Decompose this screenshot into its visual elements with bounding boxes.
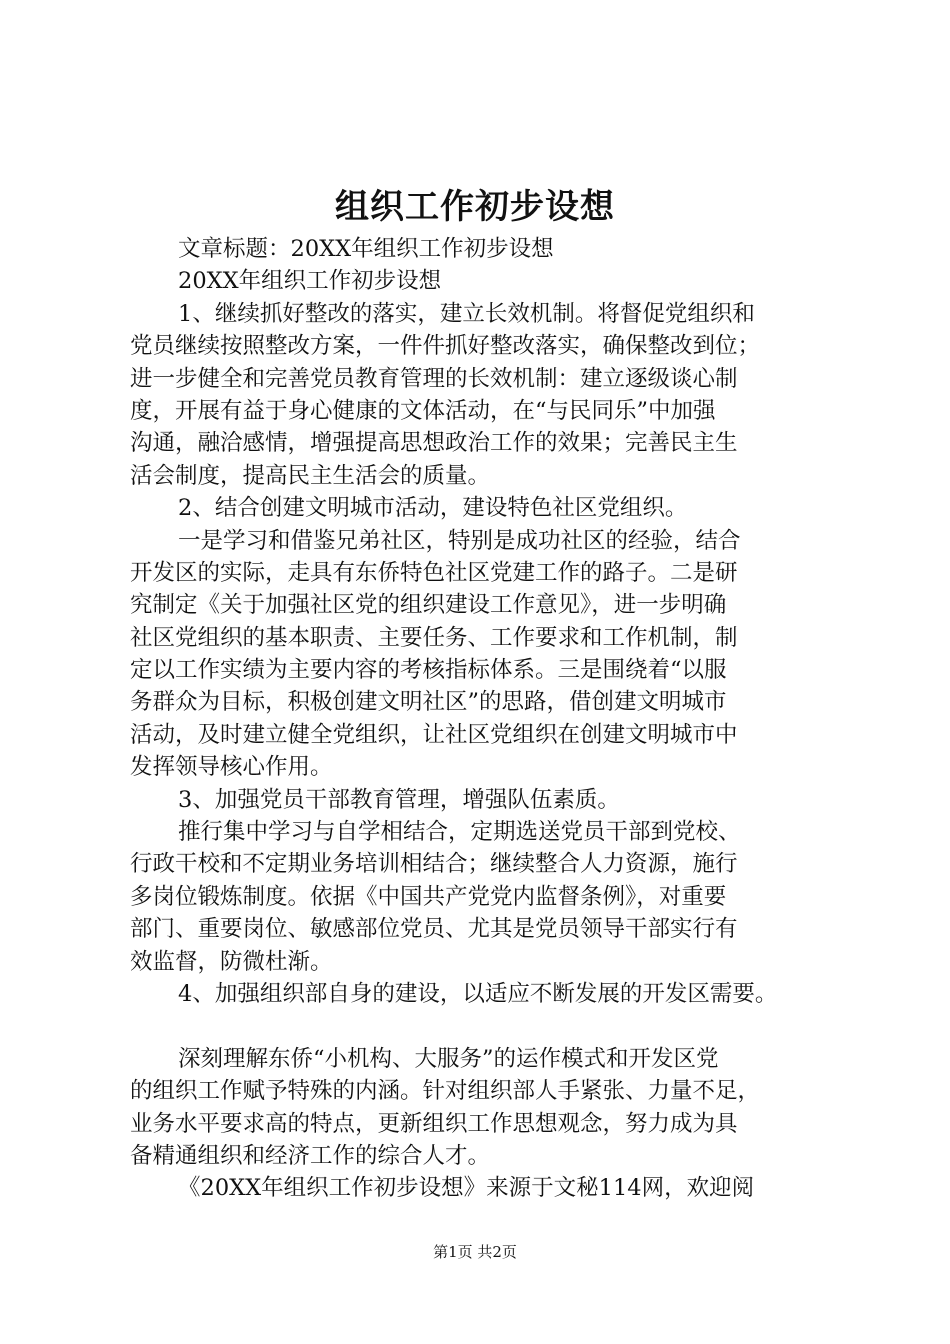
paragraph-line: 深刻理解东侨“小机构、大服务”的运作模式和开发区党 (178, 1045, 719, 1072)
document-title: 组织工作初步设想 (335, 187, 615, 227)
page-footer: 第1页 共2页 (433, 1243, 517, 1261)
paragraph-line: 度，开展有益于身心健康的文体活动，在“与民同乐”中加强 (130, 397, 716, 424)
paragraph-line: 开发区的实际，走具有东侨特色社区党建工作的路子。二是研 (130, 559, 738, 586)
paragraph-line: 业务水平要求高的特点，更新组织工作思想观念，努力成为具 (130, 1110, 738, 1137)
paragraph-line: 效监督，防微杜渐。 (130, 948, 333, 975)
paragraph-line: 沟通，融洽感情，增强提高思想政治工作的效果；完善民主生 (130, 430, 738, 457)
source-line: 《20XX年组织工作初步设想》来源于文秘114网，欢迎阅 (178, 1175, 755, 1202)
paragraph-line: 究制定《关于加强社区党的组织建设工作意见》，进一步明确 (130, 592, 727, 619)
paragraph-line: 发挥领导核心作用。 (130, 754, 333, 781)
document-body (130, 233, 846, 1205)
section-heading: 4、加强组织部自身的建设，以适应不断发展的开发区需要。 (178, 980, 778, 1007)
subtitle-line: 20XX年组织工作初步设想 (178, 268, 442, 295)
paragraph-line: 推行集中学习与自学相结合，定期选送党员干部到党校、 (178, 819, 741, 846)
paragraph-line: 1、继续抓好整改的落实，建立长效机制。将督促党组织和 (178, 300, 755, 327)
paragraph-line: 部门、重要岗位、敏感部位党员、尤其是党员领导干部实行有 (130, 916, 738, 943)
paragraph-line: 的组织工作赋予特殊的内涵。针对组织部人手紧张、力量不足， (130, 1078, 761, 1105)
paragraph-line: 一是学习和借鉴兄弟社区，特别是成功社区的经验，结合 (178, 527, 741, 554)
paragraph-line: 定以工作实绩为主要内容的考核指标体系。三是围绕着“以服 (130, 657, 727, 684)
paragraph-line: 备精通组织和经济工作的综合人才。 (130, 1142, 491, 1169)
paragraph-line: 活动，及时建立健全党组织，让社区党组织在创建文明城市中 (130, 721, 738, 748)
paragraph-line: 社区党组织的基本职责、主要任务、工作要求和工作机制，制 (130, 624, 738, 651)
paragraph-line: 多岗位锻炼制度。依据《中国共产党党内监督条例》，对重要 (130, 883, 727, 910)
paragraph-line: 务群众为目标，积极创建文明社区”的思路，借创建文明城市 (130, 689, 727, 716)
article-title-line: 文章标题：20XX年组织工作初步设想 (178, 236, 554, 262)
paragraph-line: 进一步健全和完善党员教育管理的长效机制：建立逐级谈心制 (130, 365, 738, 392)
paragraph-line: 活会制度，提高民主生活会的质量。 (130, 462, 491, 489)
section-heading: 2、结合创建文明城市活动，建设特色社区党组织。 (178, 495, 688, 522)
paragraph-line: 党员继续按照整改方案，一件件抓好整改落实，确保整改到位； (130, 333, 761, 360)
blank-line (130, 1010, 846, 1042)
paragraph-line: 行政干校和不定期业务培训相结合；继续整合人力资源，施行 (130, 851, 738, 878)
section-heading: 3、加强党员干部教育管理，增强队伍素质。 (178, 786, 620, 813)
